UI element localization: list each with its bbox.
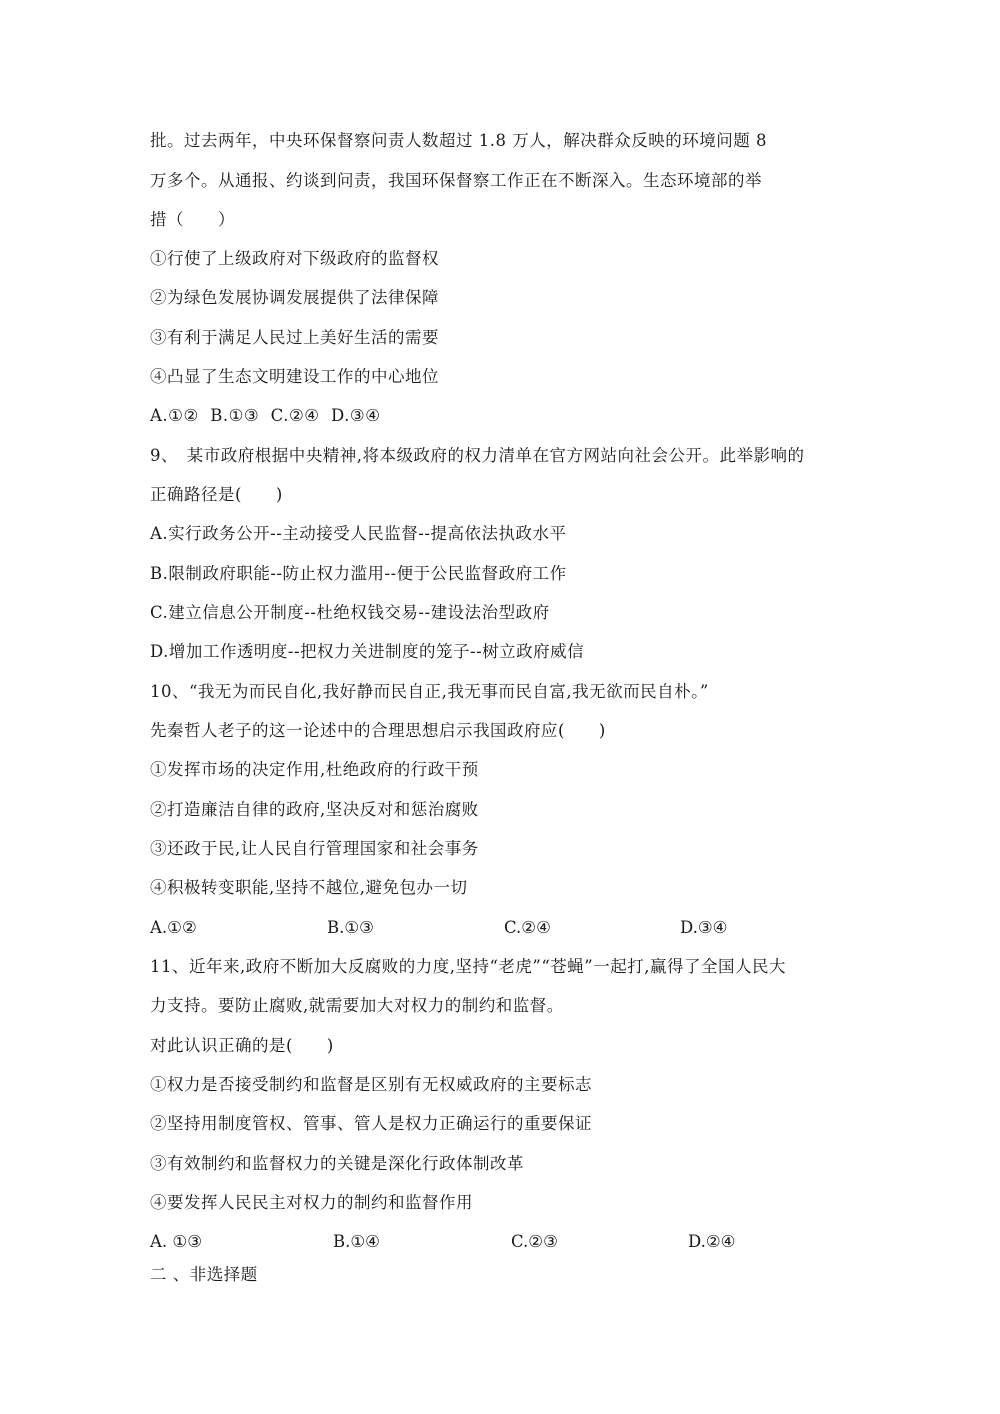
q10-statement: ①发挥市场的决定作用,杜绝政府的行政干预 (150, 760, 479, 779)
q11-choice-a: A. ①③ (150, 1232, 202, 1251)
q10-statement: ④积极转变职能,坚持不越位,避免包办一切 (150, 878, 468, 897)
q9-stem-line: 正确路径是( ) (150, 485, 283, 504)
q11-choice-d: D.②④ (688, 1232, 736, 1251)
q11-statement: ②坚持用制度管权、管事、管人是权力正确运行的重要保证 (150, 1114, 592, 1133)
q10-choice-c: C.②④ (504, 918, 551, 937)
q9-stem-line: 9、 某市政府根据中央精神,将本级政府的权力清单在官方网站向社会公开。此举影响的 (150, 446, 805, 465)
q8-stem-line: 措（ ） (150, 210, 235, 229)
q8-statement: ①行使了上级政府对下级政府的监督权 (150, 249, 439, 268)
q8-statement: ④凸显了生态文明建设工作的中心地位 (150, 367, 439, 386)
q8-statement: ③有利于满足人民过上美好生活的需要 (150, 328, 439, 347)
q10-stem-line: 10、“我无为而民自化,我好静而民自正,我无事而民自富,我无欲而民自朴。” (150, 682, 709, 701)
q11-choice-c: C.②③ (511, 1232, 558, 1251)
q10-stem-line: 先秦哲人老子的这一论述中的合理思想启示我国政府应( ) (150, 721, 606, 740)
q11-statement: ①权力是否接受制约和监督是区别有无权威政府的主要标志 (150, 1075, 592, 1094)
q8-stem-line: 批。过去两年，中央环保督察问责人数超过 1.8 万人，解决群众反映的环境问题 8 (150, 131, 767, 150)
q11-statement: ③有效制约和监督权力的关键是深化行政体制改革 (150, 1154, 524, 1173)
q10-choice-d: D.③④ (680, 918, 728, 937)
q11-statement: ④要发挥人民民主对权力的制约和监督作用 (150, 1193, 473, 1212)
q9-choice-c: C.建立信息公开制度--杜绝权钱交易--建设法治型政府 (150, 603, 550, 622)
q8-statement: ②为绿色发展协调发展提供了法律保障 (150, 288, 439, 307)
q10-statement: ③还政于民,让人民自行管理国家和社会事务 (150, 839, 479, 858)
q9-choice-d: D.增加工作透明度--把权力关进制度的笼子--树立政府威信 (150, 642, 585, 661)
q10-statement: ②打造廉洁自律的政府,坚决反对和惩治腐败 (150, 800, 479, 819)
q10-choice-b: B.①③ (327, 918, 374, 937)
q8-choices: A.①② B.①③ C.②④ D.③④ (150, 406, 381, 425)
q10-choice-a: A.①② (150, 918, 197, 937)
q11-choice-b: B.①④ (333, 1232, 380, 1251)
q9-choice-a: A.实行政务公开--主动接受人民监督--提高依法执政水平 (150, 524, 567, 543)
q11-stem-line: 力支持。要防止腐败,就需要加大对权力的制约和监督。 (150, 996, 564, 1015)
q8-stem-line: 万多个。从通报、约谈到问责，我国环保督察工作正在不断深入。生态环境部的举 (150, 171, 762, 190)
q9-choice-b: B.限制政府职能--防止权力滥用--便于公民监督政府工作 (150, 564, 567, 583)
q11-stem-line: 11、近年来,政府不断加大反腐败的力度,坚持“老虎”“苍蝇”一起打,赢得了全国人民大 (150, 957, 786, 976)
section-heading: 二 、非选择题 (150, 1265, 258, 1284)
q11-stem-line: 对此认识正确的是( ) (150, 1036, 334, 1055)
